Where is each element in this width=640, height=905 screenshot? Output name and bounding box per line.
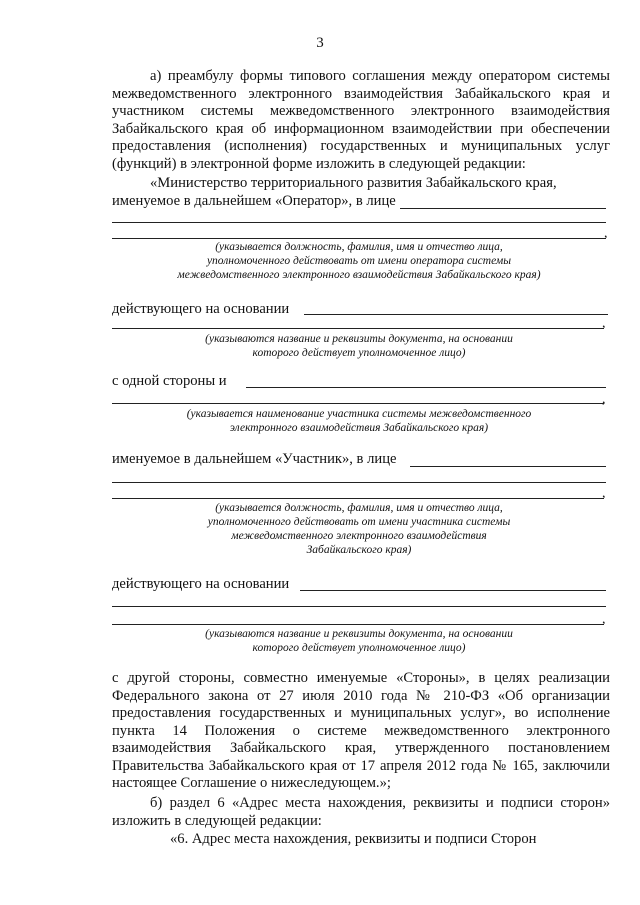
fill-line	[112, 498, 604, 499]
fill-line	[112, 606, 606, 607]
basis-fill-line	[304, 314, 608, 315]
paragraph-b: б) раздел 6 «Адрес места нахождения, реквизиты и подписи сторон» изложить в следующей редакции:	[112, 795, 610, 829]
participant-person-fill-line	[410, 466, 606, 467]
page-number: 3	[316, 35, 324, 51]
fill-line	[112, 222, 606, 223]
fill-line	[112, 238, 606, 239]
fill-line	[112, 482, 606, 483]
fill-line	[112, 624, 604, 625]
operator-fill-line	[400, 208, 606, 209]
participant-fill-line	[246, 387, 606, 388]
note-document: (указываются название и реквизиты документа, на основании которого действует уполномоченное лицо)	[205, 333, 513, 359]
note-document-2: (указываются название и реквизиты документа, на основании которого действует уполномоченное лицо)	[205, 628, 513, 654]
operator-label: именуемое в дальнейшем «Оператор», в лице	[112, 193, 396, 209]
one-side-label: с одной стороны и	[112, 373, 227, 389]
basis-fill-line-2	[300, 590, 606, 591]
ministry-line: «Министерство территориального развития Забайкальского края,	[150, 175, 557, 191]
note-participant-person: (указывается должность, фамилия, имя и отчество лица, уполномоченного действовать от имени участника системы межведомственного электронного взаимодействия Забайкальского края)	[207, 502, 511, 556]
section-6-title: «6. Адрес места нахождения, реквизиты и подписи Сторон	[170, 831, 537, 847]
note-operator: (указывается должность, фамилия, имя и отчество лица, уполномоченного действовать от имени оператора системы межведомственного электронного взаимодействия Забайкальского края)	[177, 241, 541, 281]
participant-label: именуемое в дальнейшем «Участник», в лице	[112, 451, 397, 467]
paragraph-other-side: с другой стороны, совместно именуемые «Стороны», в целях реализации Федерального закона от 27 июля 2010 года № 210-ФЗ «Об организации предоставления государственных и муниципальных услуг», во исполнение пункта 14 Положения о системе межведомственного электронного взаимодействия Забайкальского края, утвержденного постановлением Правительства Забайкальского края от 17 апреля 2012 года № 165, заключили настоящее Соглашение о нижеследующем.»;	[112, 670, 610, 791]
fill-line	[112, 328, 604, 329]
note-participant: (указывается наименование участника системы межведомственного электронного взаимодействия Забайкальского края)	[186, 408, 532, 434]
fill-line	[112, 403, 604, 404]
acting-basis-label-2: действующего на основании	[112, 576, 290, 592]
acting-basis-label: действующего на основании	[112, 301, 290, 317]
paragraph-a: а) преамбулу формы типового соглашения между оператором системы межведомственного электронного взаимодействия Забайкальского края и участником системы межведомственного электронного взаимодействия Забайкальского края об информационном взаимодействии при обеспечении предоставления (исполнения) государственных и муниципальных услуг (функций) в электронной форме изложить в следующей редакции:	[112, 68, 610, 172]
